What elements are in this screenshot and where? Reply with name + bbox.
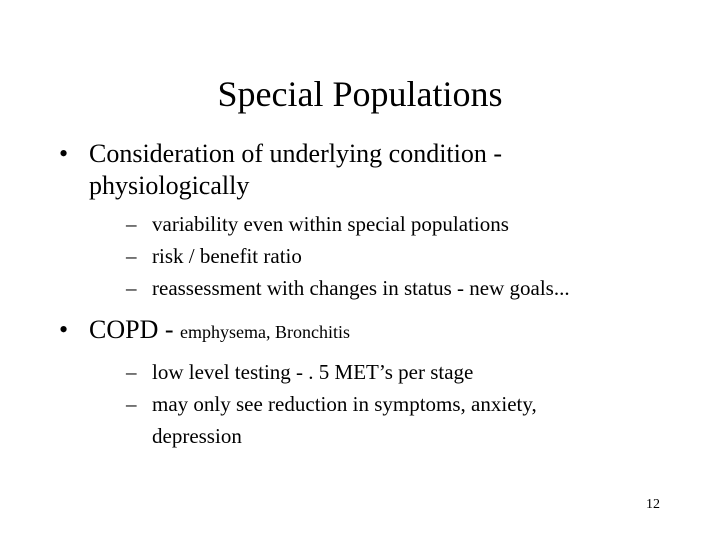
page-number: 12: [646, 497, 660, 512]
sub-bullet-text: low level testing - . 5 MET’s per stage: [152, 360, 474, 384]
bullet-list: [56, 138, 656, 452]
sub-bullet-text: risk / benefit ratio: [152, 244, 302, 268]
sub-bullet-list: [89, 208, 656, 304]
dash-marker: –: [126, 212, 137, 236]
dash-marker: –: [126, 360, 137, 384]
bullet-item-copd: [56, 314, 656, 452]
sub-bullet-text: may only see reduction in symptoms, anxiety,: [152, 392, 537, 416]
dash-marker: –: [126, 244, 137, 268]
sub-bullet-text: reassessment with changes in status - new goals...: [152, 276, 570, 300]
bullet-marker: •: [59, 139, 69, 168]
dash-marker: –: [126, 392, 137, 416]
sub-bullet-item: [89, 272, 656, 304]
sub-bullet-text: depression: [152, 424, 242, 448]
sub-bullet-text: variability even within special populations: [152, 212, 509, 236]
bullet-lead-text: COPD -: [89, 315, 181, 344]
bullet-marker: •: [59, 315, 69, 344]
sub-bullet-item: [89, 356, 656, 388]
sub-bullet-list: [89, 356, 656, 452]
sub-bullet-item: [89, 208, 656, 240]
dash-marker: –: [126, 276, 137, 300]
bullet-text-line: physiologically: [89, 171, 250, 200]
bullet-text-line: Consideration of underlying condition -: [89, 139, 503, 168]
sub-bullet-item: [89, 240, 656, 272]
bullet-item-underlying-condition: [56, 138, 656, 304]
sub-bullet-item: [89, 388, 656, 452]
bullet-detail-text: emphysema, Bronchitis: [180, 322, 350, 342]
slide-title: Special Populations: [217, 74, 503, 114]
